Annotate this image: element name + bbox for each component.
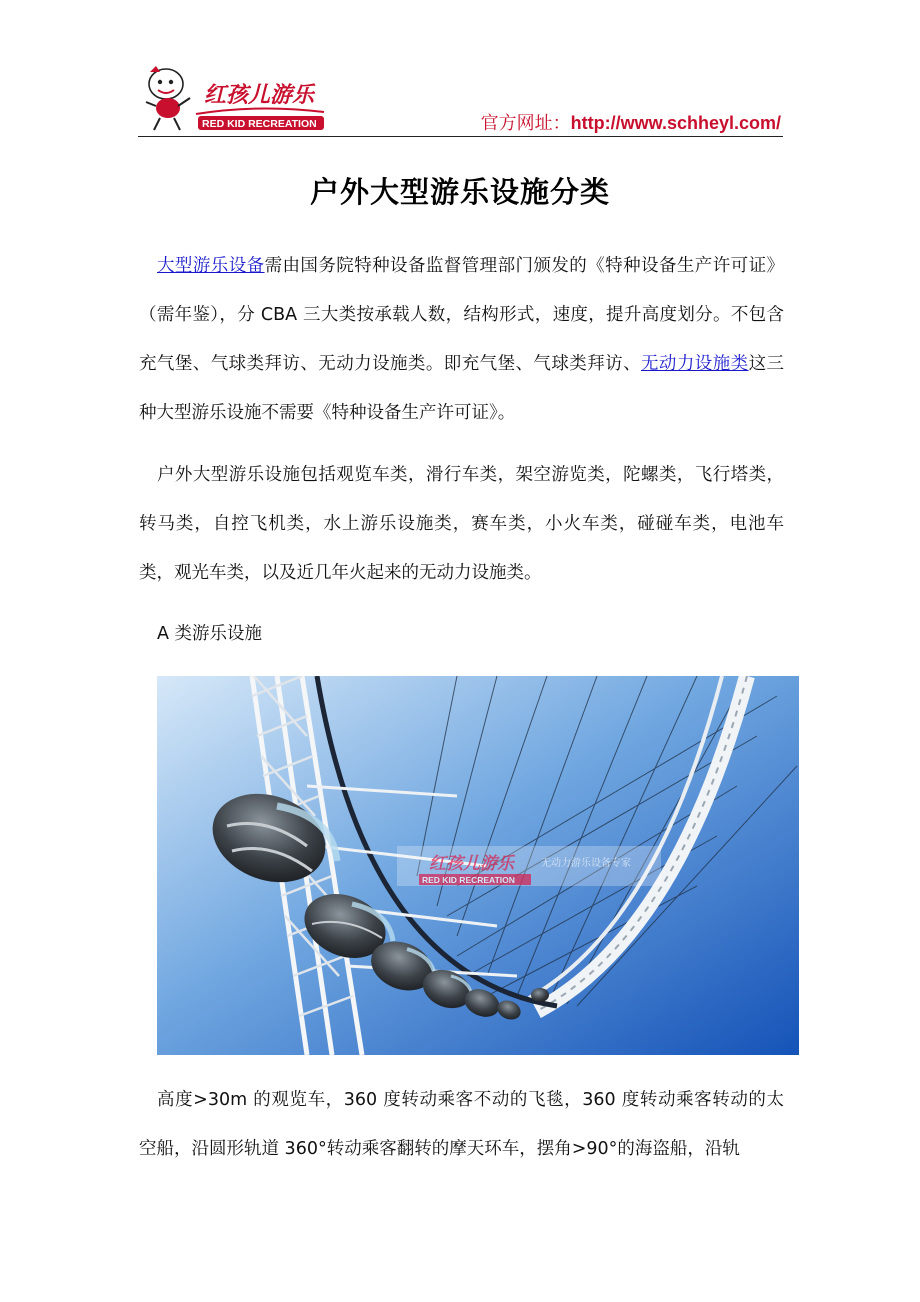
link-large-amusement-equipment[interactable]: 大型游乐设备 <box>157 256 265 276</box>
document-title: 户外大型游乐设施分类 <box>309 175 610 209</box>
paragraph-categories: 户外大型游乐设施包括观览车类，滑行车类，架空游览类，陀螺类，飞行塔类，转马类，自控飞机类，水上游乐设施类，赛车类，小火车类，碰碰车类，电池车类，观光车类，以及近几年火起来的无动力设施类。 <box>139 465 784 583</box>
watermark-side-text: 无动力游乐设备专家 <box>541 858 631 869</box>
paragraph-intro-text2: 这三种大型游乐设施不需要《特种设备生产许可证》。 <box>139 354 785 423</box>
mascot-icon <box>146 66 190 130</box>
paragraph-intro <box>139 242 784 438</box>
capsule-7 <box>531 988 549 1002</box>
paragraph-intro-text1: 需由国务院特种设备监督管理部门颁发的《特种设备生产许可证》（需年鉴），分 CBA 三大类按承载人数，结构形式，速度，提升高度划分。不包含充气堡、气球类拜访、无动力设施类。即充气堡、气球类拜访、 <box>139 256 785 374</box>
logo-cn-text: 红孩儿游乐 <box>204 83 315 108</box>
watermark-cn-text: 红孩儿游乐 <box>429 854 514 874</box>
header-divider <box>138 136 783 137</box>
company-logo <box>138 62 328 134</box>
page-header <box>138 58 783 138</box>
website-label: 官方网址： <box>480 113 571 133</box>
website-url[interactable]: http://www.schheyl.com/ <box>570 113 781 133</box>
paragraph-class-a-description: 高度>30m 的观览车，360 度转动乘客不动的飞毯，360 度转动乘客转动的太空船，沿圆形轨道 360°转动乘客翻转的摩天环车，摆角>90°的海盗船，沿轨 <box>139 1090 784 1159</box>
photo-watermark <box>397 846 661 886</box>
link-unpowered-facilities[interactable]: 无动力设施类 <box>641 354 749 374</box>
logo-en-text: RED KID RECREATION <box>202 118 317 130</box>
official-website <box>481 109 781 135</box>
ferris-wheel-photo <box>157 676 799 1055</box>
section-heading-class-a: A 类游乐设施 <box>157 624 263 644</box>
watermark-en-text: RED KID RECREATION <box>422 875 515 885</box>
